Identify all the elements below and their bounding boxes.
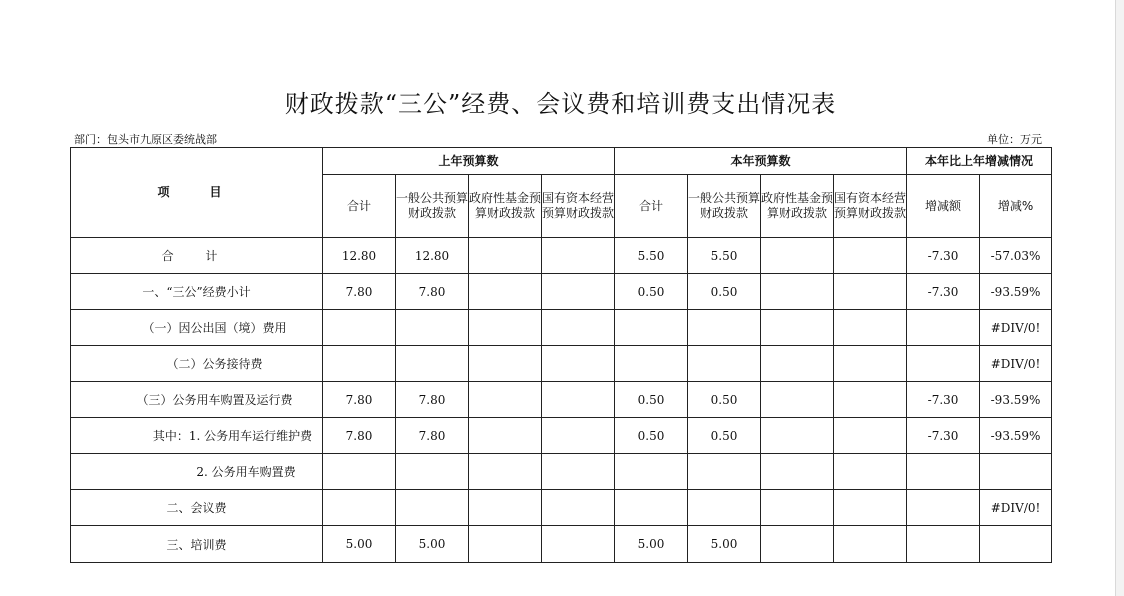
table-cell: -57.03% xyxy=(980,238,1052,274)
table-cell xyxy=(761,490,834,526)
table-cell: -7.30 xyxy=(907,382,980,418)
table-cell xyxy=(615,454,688,490)
table-cell xyxy=(834,310,907,346)
table-row xyxy=(71,238,1052,274)
header-sub-prev-capital: 国有资本经营预算财政拨款 xyxy=(542,175,615,238)
table-cell xyxy=(542,490,615,526)
table-row xyxy=(71,454,1052,490)
row-label: 2. 公务用车购置费 xyxy=(71,454,323,490)
table-cell xyxy=(469,454,542,490)
table-cell: 7.80 xyxy=(323,382,396,418)
header-sub-curr-fund: 政府性基金预算财政拨款 xyxy=(761,175,834,238)
row-label: 二、会议费 xyxy=(71,490,323,526)
table-cell xyxy=(323,490,396,526)
table-cell: 12.80 xyxy=(396,238,469,274)
table-cell xyxy=(615,346,688,382)
table-cell xyxy=(323,310,396,346)
header-curr-year: 本年预算数 xyxy=(615,148,907,175)
header-sub-curr-capital: 国有资本经营预算财政拨款 xyxy=(834,175,907,238)
table-cell xyxy=(542,418,615,454)
page-title: 财政拨款“三公”经费、会议费和培训费支出情况表 xyxy=(284,90,837,118)
table-cell xyxy=(688,346,761,382)
table-cell: -7.30 xyxy=(907,274,980,310)
table-cell xyxy=(761,238,834,274)
table-row xyxy=(71,382,1052,418)
table-cell xyxy=(323,454,396,490)
table-cell xyxy=(469,238,542,274)
table-cell xyxy=(542,526,615,563)
table-cell xyxy=(907,490,980,526)
table-cell xyxy=(469,490,542,526)
table-cell xyxy=(834,346,907,382)
header-prev-year: 上年预算数 xyxy=(323,148,615,175)
table-row xyxy=(71,418,1052,454)
table-row xyxy=(71,346,1052,382)
header-sub-prev-general: 一般公共预算财政拨款 xyxy=(396,175,469,238)
table-cell xyxy=(542,274,615,310)
header-sub-change-amount: 增减额 xyxy=(907,175,980,238)
header-sub-prev-total: 合计 xyxy=(323,175,396,238)
table-cell: 5.50 xyxy=(688,238,761,274)
table-cell xyxy=(907,526,980,563)
table-cell xyxy=(761,454,834,490)
row-label: 其中：1. 公务用车运行维护费 xyxy=(71,418,323,454)
table-cell xyxy=(834,382,907,418)
table-cell: 7.80 xyxy=(323,418,396,454)
table-cell xyxy=(761,526,834,563)
table-row xyxy=(71,310,1052,346)
header-sub-prev-fund: 政府性基金预算财政拨款 xyxy=(469,175,542,238)
table-cell xyxy=(688,310,761,346)
table-cell: 0.50 xyxy=(688,274,761,310)
header-sub-curr-total: 合计 xyxy=(615,175,688,238)
table-cell xyxy=(469,382,542,418)
expense-table xyxy=(70,147,1052,563)
department-label: 部门：包头市九原区委统战部 xyxy=(74,133,217,146)
table-cell: 7.80 xyxy=(323,274,396,310)
table-cell xyxy=(907,454,980,490)
table-cell: -93.59% xyxy=(980,418,1052,454)
table-cell xyxy=(469,526,542,563)
table-cell xyxy=(761,418,834,454)
table-cell: 0.50 xyxy=(615,418,688,454)
row-label: （三）公务用车购置及运行费 xyxy=(71,382,323,418)
unit-label: 单位：万元 xyxy=(987,133,1042,146)
table-cell: 5.50 xyxy=(615,238,688,274)
table-cell xyxy=(834,490,907,526)
row-label: （一）因公出国（境）费用 xyxy=(71,310,323,346)
table-body xyxy=(71,238,1052,563)
table-cell: 5.00 xyxy=(688,526,761,563)
table-cell: -93.59% xyxy=(980,382,1052,418)
table-cell: 5.00 xyxy=(396,526,469,563)
table-cell: #DIV/0! xyxy=(980,310,1052,346)
table-cell xyxy=(834,274,907,310)
table-cell xyxy=(469,274,542,310)
table-cell xyxy=(761,310,834,346)
table-cell xyxy=(396,346,469,382)
table-cell xyxy=(615,310,688,346)
table-cell xyxy=(761,274,834,310)
table-cell xyxy=(469,418,542,454)
table-cell xyxy=(834,454,907,490)
table-cell xyxy=(834,238,907,274)
row-label: 一、“三公”经费小计 xyxy=(71,274,323,310)
table-row xyxy=(71,274,1052,310)
table-cell xyxy=(907,310,980,346)
header-sub-curr-general: 一般公共预算财政拨款 xyxy=(688,175,761,238)
scrollbar-edge[interactable] xyxy=(1115,0,1124,596)
table-cell xyxy=(834,418,907,454)
header-compare: 本年比上年增减情况 xyxy=(907,148,1052,175)
table-cell xyxy=(980,526,1052,563)
table-cell: -93.59% xyxy=(980,274,1052,310)
table-cell: #DIV/0! xyxy=(980,490,1052,526)
table-cell: 7.80 xyxy=(396,418,469,454)
row-label: 合 计 xyxy=(71,238,323,274)
table-cell xyxy=(542,454,615,490)
table-cell: 12.80 xyxy=(323,238,396,274)
header-item: 项 目 xyxy=(71,148,323,238)
table-cell: 0.50 xyxy=(615,274,688,310)
table-cell xyxy=(980,454,1052,490)
table-cell xyxy=(834,526,907,563)
table-row xyxy=(71,526,1052,563)
row-label: （二）公务接待费 xyxy=(71,346,323,382)
table-cell: 7.80 xyxy=(396,274,469,310)
table-cell: 0.50 xyxy=(688,418,761,454)
table-cell: -7.30 xyxy=(907,418,980,454)
table-cell: #DIV/0! xyxy=(980,346,1052,382)
table-cell xyxy=(542,382,615,418)
table-row xyxy=(71,490,1052,526)
table-cell: 0.50 xyxy=(688,382,761,418)
table-cell xyxy=(396,490,469,526)
table-cell xyxy=(469,310,542,346)
table-cell xyxy=(615,490,688,526)
table-cell xyxy=(396,310,469,346)
table-cell xyxy=(542,310,615,346)
table-cell: 5.00 xyxy=(615,526,688,563)
table-cell: 7.80 xyxy=(396,382,469,418)
table-cell xyxy=(688,490,761,526)
table-cell xyxy=(542,238,615,274)
table-cell xyxy=(469,346,542,382)
table-cell xyxy=(542,346,615,382)
table-cell xyxy=(688,454,761,490)
table-cell: 5.00 xyxy=(323,526,396,563)
row-label: 三、培训费 xyxy=(71,526,323,563)
table-cell xyxy=(323,346,396,382)
table-cell xyxy=(761,346,834,382)
table-cell xyxy=(761,382,834,418)
header-sub-change-percent: 增减% xyxy=(980,175,1052,238)
table-cell: 0.50 xyxy=(615,382,688,418)
table-cell xyxy=(396,454,469,490)
table-cell xyxy=(907,346,980,382)
table-cell: -7.30 xyxy=(907,238,980,274)
